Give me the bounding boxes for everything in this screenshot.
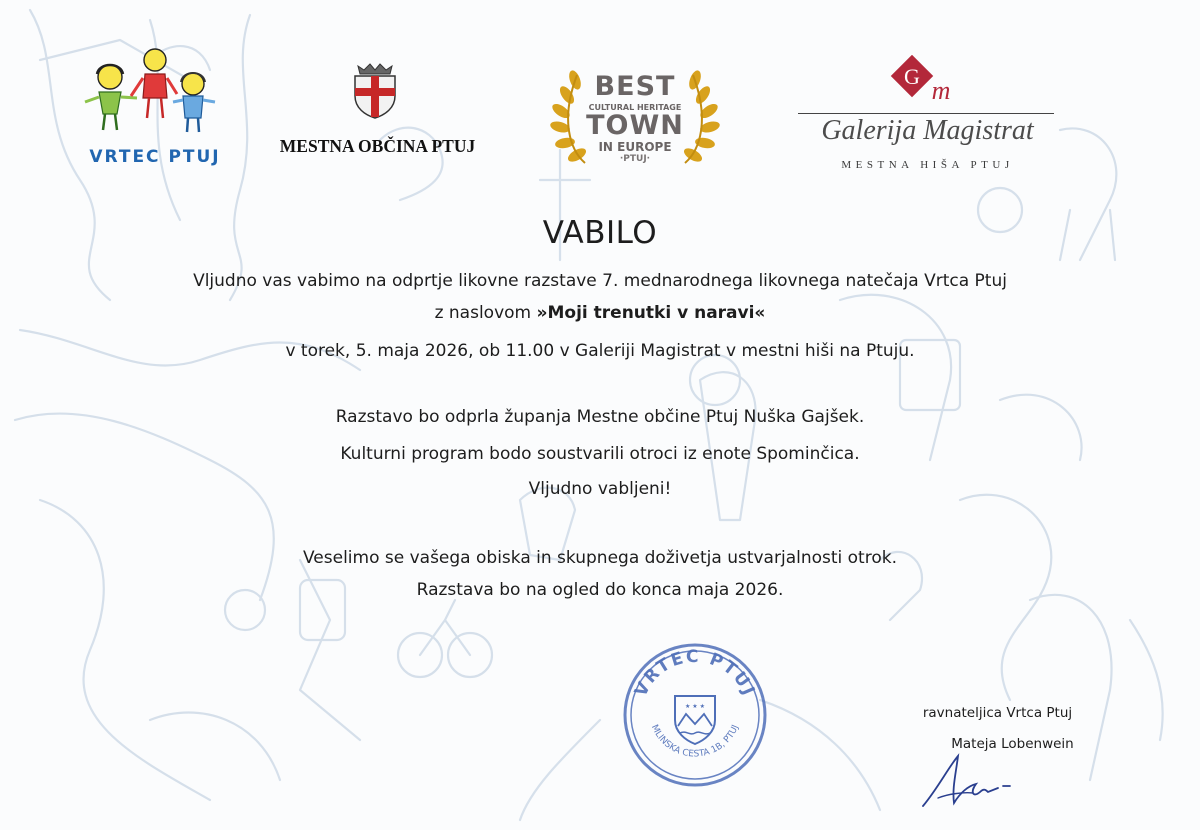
handwritten-signature	[918, 748, 1028, 813]
galerija-magistrat-logo	[790, 55, 1065, 180]
galerija-divider	[798, 113, 1054, 114]
invitation-line-2-prefix: z naslovom	[434, 303, 537, 323]
best-town-line-europe: IN EUROPE	[598, 140, 672, 154]
galerija-magistrat-wordmark: Galerija Magistrat	[821, 115, 1034, 146]
best-town-line-heritage: CULTURAL HERITAGE	[588, 103, 682, 112]
best-town-line-best: BEST	[594, 71, 676, 102]
stamp-bottom-text: MLINSKA CESTA 1B, PTUJ	[648, 723, 742, 760]
svg-text:VRTEC PTUJ	[631, 647, 759, 700]
galerija-monogram-m: m	[931, 76, 951, 105]
signatory-name: Mateja Lobenwein	[951, 736, 1074, 752]
children-figures-icon	[75, 42, 235, 137]
invitation-line-4: Razstavo bo odprla županja Mestne občine Ptuj Nuška Gajšek.	[335, 407, 865, 427]
vrtec-ptuj-stamp	[620, 640, 770, 790]
galerija-monogram-icon	[885, 55, 965, 110]
invitation-line-1: Vljudno vas vabimo na odprtje likovne razstave 7. mednarodnega likovnega natečaja Vrtca Ptuj	[193, 271, 1007, 291]
svg-text:★ ★ ★: ★ ★ ★	[685, 703, 705, 710]
mestna-obcina-ptuj-wordmark: MESTNA OBČINA PTUJ	[279, 136, 476, 156]
invitation-line-5: Kulturni program bodo soustvarili otroci iz enote Spominčica.	[340, 444, 860, 464]
invitation-line-6: Vljudno vabljeni!	[528, 479, 672, 499]
best-town-line-ptuj: ·PTUJ·	[619, 154, 651, 164]
invitation-line-8: Razstava bo na ogled do konca maja 2026.	[416, 580, 784, 600]
ptuj-coat-of-arms-icon	[350, 60, 400, 120]
stamp-top-text: VRTEC PTUJ	[630, 646, 760, 700]
galerija-subtitle: MESTNA HIŠA PTUJ	[841, 159, 1014, 171]
invitation-line-2	[0, 303, 1200, 323]
vrtec-ptuj-logo	[70, 42, 240, 172]
signatory-role: ravnateljica Vrtca Ptuj	[922, 705, 1073, 721]
best-town-in-europe-logo	[545, 65, 725, 175]
vrtec-ptuj-wordmark: VRTEC PTUJ	[89, 147, 221, 167]
slovenia-coat-of-arms-icon	[675, 696, 715, 744]
invitation-line-3: v torek, 5. maja 2026, ob 11.00 v Galeriji Magistrat v mestni hiši na Ptuju.	[285, 341, 915, 361]
best-town-line-town: TOWN	[586, 110, 684, 141]
invitation-line-7: Veselimo se vašega obiska in skupnega doživetja ustvarjalnosti otrok.	[302, 548, 897, 568]
galerija-monogram-g: G	[904, 64, 920, 89]
svg-text:MLINSKA CESTA 1B, PTUJ	[649, 723, 741, 759]
invitation-title: VABILO	[542, 215, 658, 251]
exhibition-title: »Moji trenutki v naravi«	[536, 303, 766, 323]
mestna-obcina-ptuj-logo	[265, 60, 490, 170]
